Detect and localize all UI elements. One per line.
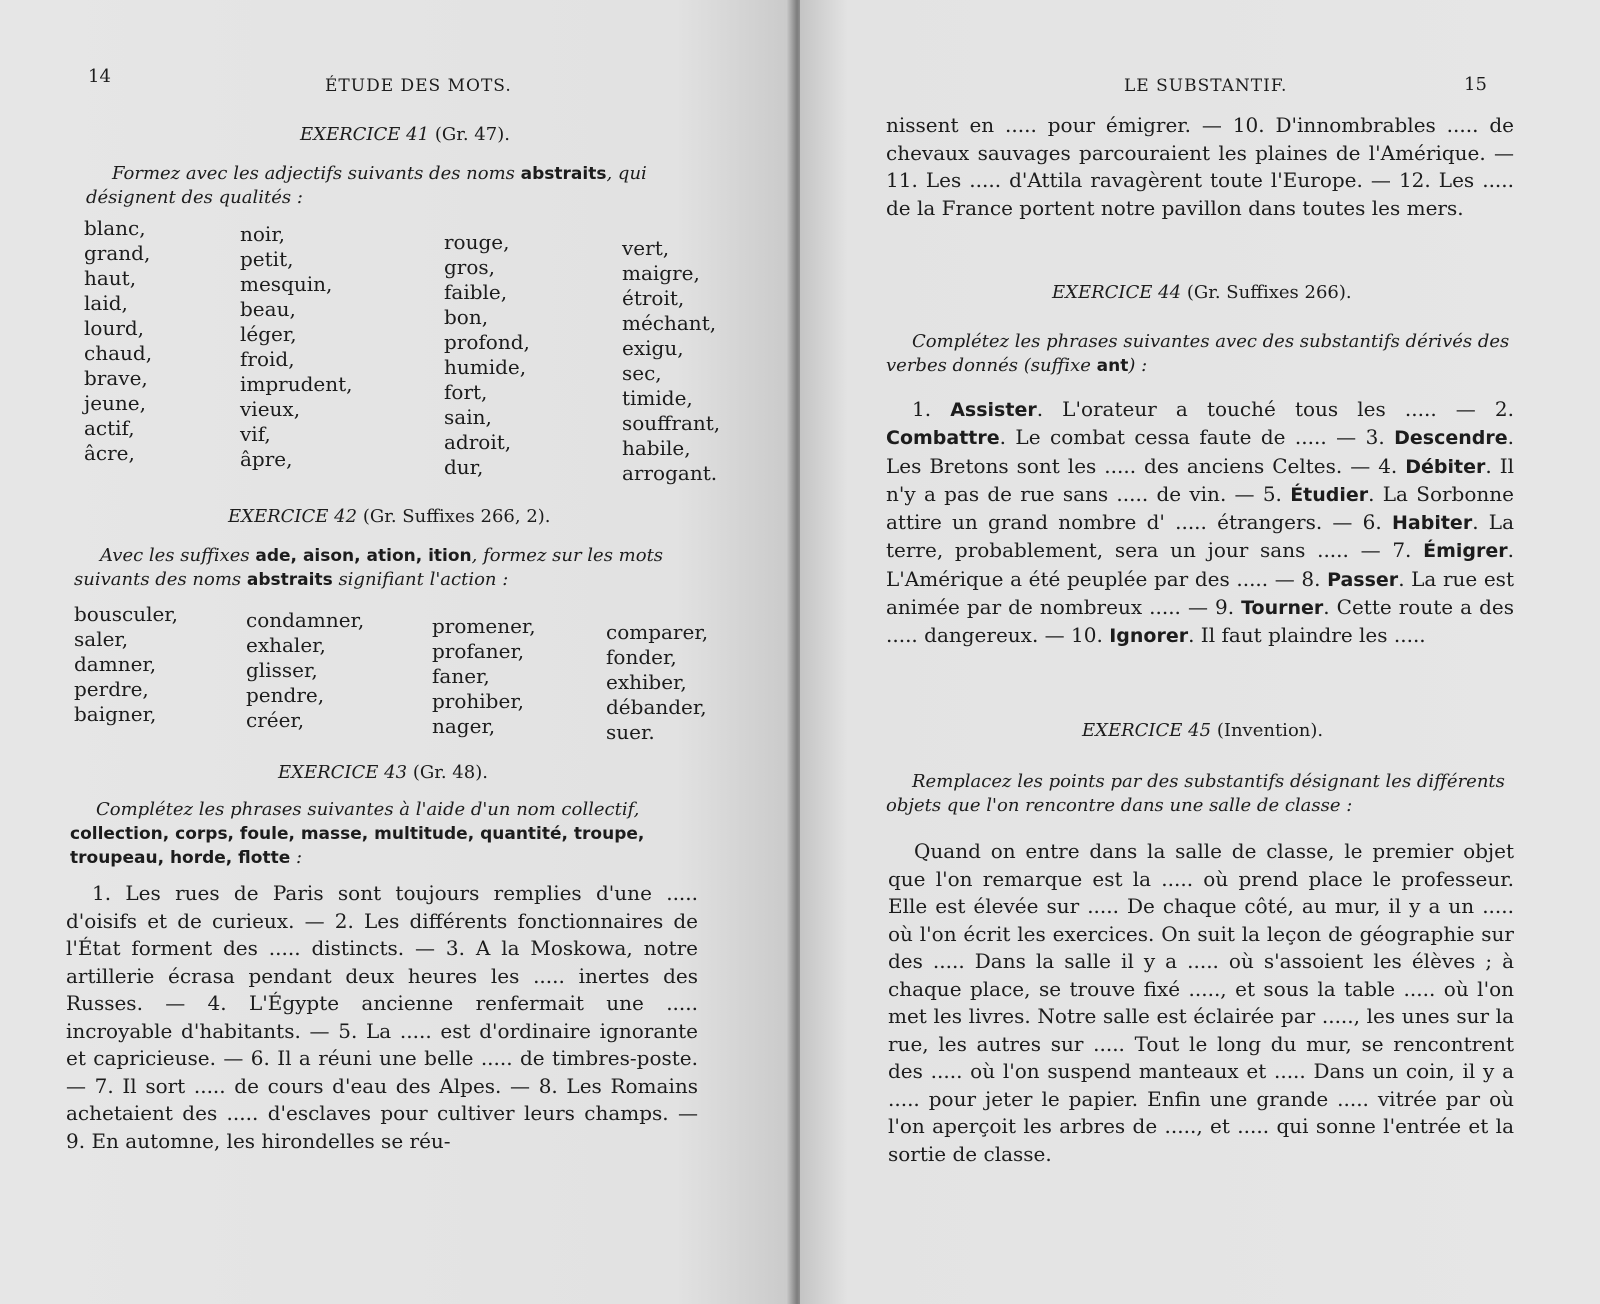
word: sec,: [622, 361, 662, 385]
word: léger,: [240, 322, 297, 346]
word: perdre,: [74, 677, 149, 701]
word: comparer,: [606, 620, 709, 644]
word: laid,: [84, 291, 128, 315]
exercise-ref: (Invention).: [1216, 720, 1324, 741]
word: créer,: [246, 708, 305, 732]
running-head: LE SUBSTANTIF.: [1124, 76, 1288, 96]
word: adroit,: [444, 430, 512, 454]
exercise-ref: (Gr. Suffixes 266).: [1186, 282, 1352, 303]
ex42-column-3: [432, 614, 536, 739]
word: suer.: [606, 720, 655, 744]
item-verb: Tourner: [1241, 597, 1324, 620]
item-sentence: . Les Bretons sont les ..... des anciens Celtes. —: [886, 425, 1514, 478]
word: vert,: [622, 236, 670, 260]
word: exigu,: [622, 336, 684, 360]
ex42-column-1: [74, 602, 178, 727]
item-number: 3.: [1365, 425, 1385, 450]
item-sentence: . La terre, probablement, sera un jour sans ..... —: [886, 510, 1515, 563]
word: grand,: [84, 241, 151, 265]
exercise-43-continuation: nissent en ..... pour émigrer. — 10. D'innombrables ..... de chevaux sauvages parcouraient les plaines de l'Amérique. — 11. Les ..... d'Attila ravagèrent toute l'Europe. — 12. Les ..... de la France portent notre pavillon dans toutes les mers.: [886, 113, 1514, 220]
word: exhaler,: [246, 633, 326, 657]
item-verb: Assister: [950, 399, 1037, 421]
word: rouge,: [444, 230, 510, 254]
word: blanc,: [84, 216, 146, 240]
word: beau,: [240, 297, 296, 321]
item-sentence: . La rue est animée par de nombreux ..... —: [886, 566, 1514, 620]
word: vif,: [240, 422, 271, 446]
word: jeune,: [84, 391, 146, 415]
item-number: 10.: [1071, 623, 1103, 648]
word: haut,: [84, 266, 137, 290]
word: étroit,: [622, 286, 685, 310]
word: noir,: [240, 222, 286, 246]
exercise-title-text: EXERCICE 45: [1082, 720, 1212, 741]
exercise-45-title: [1082, 720, 1323, 741]
page-number: 14: [88, 66, 111, 87]
word: timide,: [622, 386, 693, 410]
word: actif,: [84, 416, 135, 440]
word: promener,: [432, 614, 536, 638]
word: souffrant,: [622, 411, 721, 435]
word: prohiber,: [432, 689, 525, 713]
word: habile,: [622, 436, 691, 460]
exercise-43-instruction: Complétez les phrases suivantes à l'aide d'un nom collectif, collection, corps, foule, masse, multitude, quantité, troupe, troupeau, horde, flotte :: [70, 799, 645, 868]
ex41-column-4: [622, 236, 720, 486]
exercise-42-instruction: Avec les suffixes ade, aison, ation, ition, formez sur les mots suivants des noms abstraits signifiant l'action :: [74, 545, 664, 590]
word: âcre,: [84, 441, 135, 465]
item-verb: Ignorer: [1109, 625, 1189, 648]
word: faible,: [444, 280, 508, 304]
exercise-44-instruction: Complétez les phrases suivantes avec des substantifs dérivés des verbes donnés (suffixe ant) :: [886, 331, 1510, 376]
word: petit,: [240, 247, 294, 271]
word: exhiber,: [606, 670, 687, 694]
ex41-column-1: [84, 216, 152, 466]
exercise-44-text: [886, 396, 1514, 651]
item-number: 9.: [1214, 595, 1235, 620]
ex42-column-2: [246, 608, 364, 733]
word: brave,: [84, 366, 148, 390]
word: bon,: [444, 305, 489, 329]
word: condamner,: [246, 608, 365, 632]
word: maigre,: [622, 261, 700, 285]
word: sain,: [444, 405, 492, 429]
word: lourd,: [84, 316, 145, 340]
exercise-title-text: EXERCICE 41: [300, 124, 430, 145]
word: méchant,: [622, 311, 717, 335]
word: froid,: [240, 347, 295, 371]
exercise-45-text: Quand on entre dans la salle de classe, le premier objet que l'on remarque est la ..... où prend place le professeur. Elle est élevée sur ..... De chaque côté, au mur, il y a un ..... où l'on écrit les exercices. On suit la leçon de géographie sur des ..... Dans la salle il y a ..... où s'assoient les élèves ; à chaque place, se trouve fixé ....., et sous la table ..... où l'on met les livres. Notre salle est éclairée par ....., les unes sur la rue, les autres sur ..... Tout le long du mur, se rencontrent des ..... où l'on suspend manteaux et ..... Dans un coin, il y a ..... pour jeter le papier. Enfin une grande ..... vitrée par où l'on aperçoit les arbres de ....., et ..... qui sonne l'entrée et la sortie de classe.: [888, 839, 1514, 1166]
word: fort,: [444, 380, 488, 404]
item-verb: Passer: [1327, 568, 1399, 591]
item-sentence: . Il n'y a pas de rue sans ..... de vin. —: [886, 453, 1515, 506]
item-number: 1.: [912, 397, 932, 421]
item-verb: Habiter: [1392, 512, 1473, 535]
item-number: 8.: [1301, 566, 1321, 591]
word: baigner,: [74, 702, 157, 726]
word: arrogant.: [622, 461, 718, 485]
item-sentence: . Il faut plaindre les .....: [1188, 623, 1426, 648]
exercise-ref: (Gr. Suffixes 266, 2).: [362, 506, 551, 527]
item-number: 5.: [1262, 481, 1282, 506]
item-sentence: . L'Amérique a été peuplée par des ..... —: [886, 538, 1515, 591]
item-number: 7.: [1392, 538, 1412, 563]
page-number: 15: [1464, 74, 1487, 95]
item-verb: Descendre: [1394, 427, 1508, 450]
item-verb: Émigrer: [1423, 540, 1508, 563]
word: damner,: [74, 652, 157, 676]
word: chaud,: [84, 341, 153, 365]
exercise-title-text: EXERCICE 43: [278, 762, 408, 783]
word: imprudent,: [240, 372, 353, 396]
exercise-ref: (Gr. 48).: [412, 762, 488, 783]
exercise-43-title: [278, 762, 488, 783]
exercise-44-title: [1052, 282, 1352, 303]
exercise-41-instruction: Formez avec les adjectifs suivants des noms abstraits, qui désignent des qualités :: [86, 163, 647, 208]
exercise-ref: (Gr. 47).: [434, 124, 510, 145]
item-number: 2.: [1494, 397, 1514, 421]
item-verb: Étudier: [1290, 483, 1369, 506]
word: profaner,: [432, 639, 525, 663]
right-page: [800, 0, 1600, 1304]
word: profond,: [444, 330, 530, 354]
word: débander,: [606, 695, 707, 719]
word: dur,: [444, 455, 484, 479]
word: mesquin,: [240, 272, 333, 296]
word: glisser,: [246, 658, 318, 682]
exercise-41-title: [300, 124, 510, 145]
ex41-column-2: [240, 222, 353, 472]
word: faner,: [432, 664, 490, 688]
word: vieux,: [240, 397, 301, 421]
ex41-column-3: [444, 230, 530, 480]
item-sentence: . L'orateur a touché tous les ..... —: [1036, 397, 1495, 421]
word: gros,: [444, 255, 496, 279]
word: fonder,: [606, 645, 677, 669]
word: âpre,: [240, 447, 293, 471]
exercise-42-title: [228, 506, 551, 527]
exercise-45-instruction: Remplacez les points par des substantifs désignant les différents objets que l'on rencontre dans une salle de classe :: [886, 771, 1505, 816]
exercise-43-text: 1. Les rues de Paris sont toujours remplies d'une ..... d'oisifs et de curieux. — 2. Les différents fonctionnaires de l'État forment des ..... distincts. — 3. A la Moskowa, notre artillerie écrasa pendant deux heures les ..... inertes des Russes. — 4. L'Égypte ancienne renfermait une ..... incroyable d'habitants. — 5. La ..... est d'ordinaire ignorante et capricieuse. — 6. Il a réuni une belle ..... de timbres-poste. — 7. Il sort ..... de cours d'eau des Alpes. — 8. Les Romains achetaient des ..... d'esclaves pour cultiver leurs champs. — 9. En automne, les hirondelles se réu-: [66, 881, 698, 1153]
item-verb: Débiter: [1405, 455, 1486, 478]
exercise-title-text: EXERCICE 44: [1052, 282, 1182, 303]
item-sentence: . La Sorbonne attire un grand nombre d' ..... étrangers. —: [886, 481, 1514, 535]
word: pendre,: [246, 683, 325, 707]
item-number: 6.: [1362, 510, 1382, 535]
item-sentence: . Le combat cessa faute de ..... —: [999, 425, 1366, 450]
word: humide,: [444, 355, 527, 379]
left-page: [0, 0, 795, 1304]
word: nager,: [432, 714, 496, 738]
word: saler,: [74, 627, 129, 651]
item-sentence: . Cette route a des ..... dangereux. —: [886, 595, 1514, 648]
ex42-column-4: [606, 620, 708, 745]
word: bousculer,: [74, 602, 179, 626]
exercise-title-text: EXERCICE 42: [228, 506, 358, 527]
item-verb: Combattre: [886, 427, 1000, 450]
item-number: 4.: [1378, 453, 1398, 478]
running-head: ÉTUDE DES MOTS.: [325, 76, 512, 96]
